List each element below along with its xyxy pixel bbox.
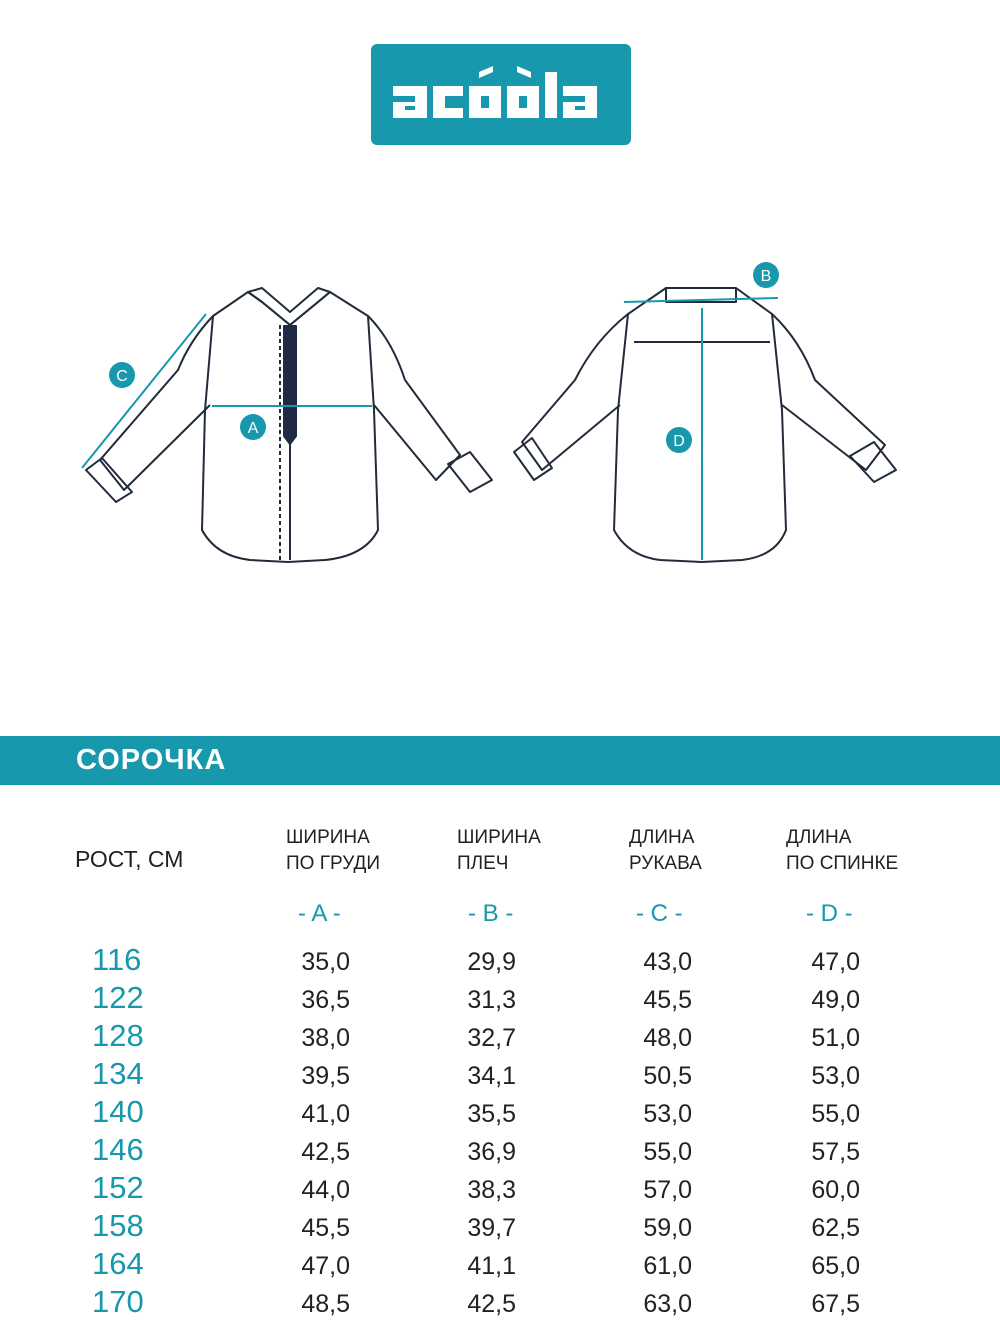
- cell-d: 60,0: [811, 1176, 860, 1204]
- shirt-back: [514, 288, 896, 562]
- cell-c: 59,0: [643, 1214, 692, 1242]
- cell-a: 48,5: [301, 1290, 350, 1318]
- table-row: [0, 1056, 1000, 1092]
- row-height: 164: [92, 1246, 144, 1281]
- marker-b: [753, 262, 779, 288]
- cell-d: 47,0: [811, 948, 860, 976]
- cell-b: 41,1: [467, 1252, 516, 1280]
- cell-d: 53,0: [811, 1062, 860, 1090]
- cell-c: 55,0: [643, 1138, 692, 1166]
- svg-text:A: A: [247, 420, 259, 437]
- svg-text:B: B: [760, 268, 772, 285]
- cell-b: 34,1: [467, 1062, 516, 1090]
- row-height: 152: [92, 1170, 144, 1205]
- column-header-line: ДЛИНА: [629, 827, 695, 848]
- cell-b: 36,9: [467, 1138, 516, 1166]
- row-height: 140: [92, 1094, 144, 1129]
- height-header: РОСТ, СМ: [75, 846, 184, 872]
- cell-b: 31,3: [467, 986, 516, 1014]
- column-header-line: ДЛИНА: [786, 827, 852, 848]
- row-height: 146: [92, 1132, 144, 1167]
- section-title: СОРОЧКА: [76, 744, 227, 776]
- cell-c: 53,0: [643, 1100, 692, 1128]
- cell-a: 44,0: [301, 1176, 350, 1204]
- row-height: 134: [92, 1056, 144, 1091]
- table-row: [0, 1018, 1000, 1054]
- cell-b: 32,7: [467, 1024, 516, 1052]
- shirt-illustration: [0, 230, 1000, 590]
- table-row: [0, 1284, 1000, 1320]
- table-row: [0, 1132, 1000, 1168]
- cell-d: 49,0: [811, 986, 860, 1014]
- cell-c: 43,0: [643, 948, 692, 976]
- cell-a: 45,5: [301, 1214, 350, 1242]
- column-header-b: [457, 825, 541, 877]
- svg-text:C: C: [116, 368, 128, 385]
- column-header-a: [286, 825, 380, 877]
- table-row: [0, 1170, 1000, 1206]
- table-row: [0, 1094, 1000, 1130]
- cell-b: 29,9: [467, 948, 516, 976]
- table-row: [0, 1246, 1000, 1282]
- cell-d: 51,0: [811, 1024, 860, 1052]
- column-letter-c: - C -: [636, 900, 683, 927]
- column-header-c: [629, 825, 702, 877]
- logo-wordmark: [371, 44, 631, 145]
- cell-a: 47,0: [301, 1252, 350, 1280]
- cell-d: 65,0: [811, 1252, 860, 1280]
- column-letter-d: - D -: [806, 900, 853, 927]
- svg-text:D: D: [673, 433, 685, 450]
- cell-b: 35,5: [467, 1100, 516, 1128]
- column-letter-b: - B -: [468, 900, 514, 927]
- row-height: 158: [92, 1208, 144, 1243]
- brand-logo: [371, 44, 631, 145]
- marker-c: [109, 362, 135, 388]
- cell-d: 55,0: [811, 1100, 860, 1128]
- column-header-line: РУКАВА: [629, 853, 702, 874]
- cell-d: 67,5: [811, 1290, 860, 1318]
- cell-a: 39,5: [301, 1062, 350, 1090]
- marker-a: [240, 414, 266, 440]
- column-letter-a: - A -: [298, 900, 341, 927]
- row-height: 122: [92, 980, 144, 1015]
- cell-b: 38,3: [467, 1176, 516, 1204]
- row-height: 128: [92, 1018, 144, 1053]
- cell-b: 42,5: [467, 1290, 516, 1318]
- cell-d: 57,5: [811, 1138, 860, 1166]
- table-row: [0, 1208, 1000, 1244]
- column-header-line: ПО ГРУДИ: [286, 853, 380, 874]
- cell-c: 57,0: [643, 1176, 692, 1204]
- measure-c-line: [82, 314, 206, 468]
- cell-c: 50,5: [643, 1062, 692, 1090]
- column-header-line: ПЛЕЧ: [457, 853, 509, 874]
- cell-c: 63,0: [643, 1290, 692, 1318]
- column-header-line: ШИРИНА: [286, 827, 370, 848]
- cell-b: 39,7: [467, 1214, 516, 1242]
- cell-a: 42,5: [301, 1138, 350, 1166]
- column-header-line: ПО СПИНКЕ: [786, 853, 899, 874]
- section-banner: [0, 736, 1000, 785]
- cell-c: 61,0: [643, 1252, 692, 1280]
- cell-d: 62,5: [811, 1214, 860, 1242]
- column-header-line: ШИРИНА: [457, 827, 541, 848]
- table-row: [0, 942, 1000, 978]
- cell-c: 45,5: [643, 986, 692, 1014]
- row-height: 116: [92, 942, 142, 977]
- row-height: 170: [92, 1284, 144, 1319]
- cell-a: 38,0: [301, 1024, 350, 1052]
- column-header-d: [786, 825, 898, 877]
- marker-d: [666, 427, 692, 453]
- table-row: [0, 980, 1000, 1016]
- cell-a: 36,5: [301, 986, 350, 1014]
- cell-a: 41,0: [301, 1100, 350, 1128]
- cell-c: 48,0: [643, 1024, 692, 1052]
- cell-a: 35,0: [301, 948, 350, 976]
